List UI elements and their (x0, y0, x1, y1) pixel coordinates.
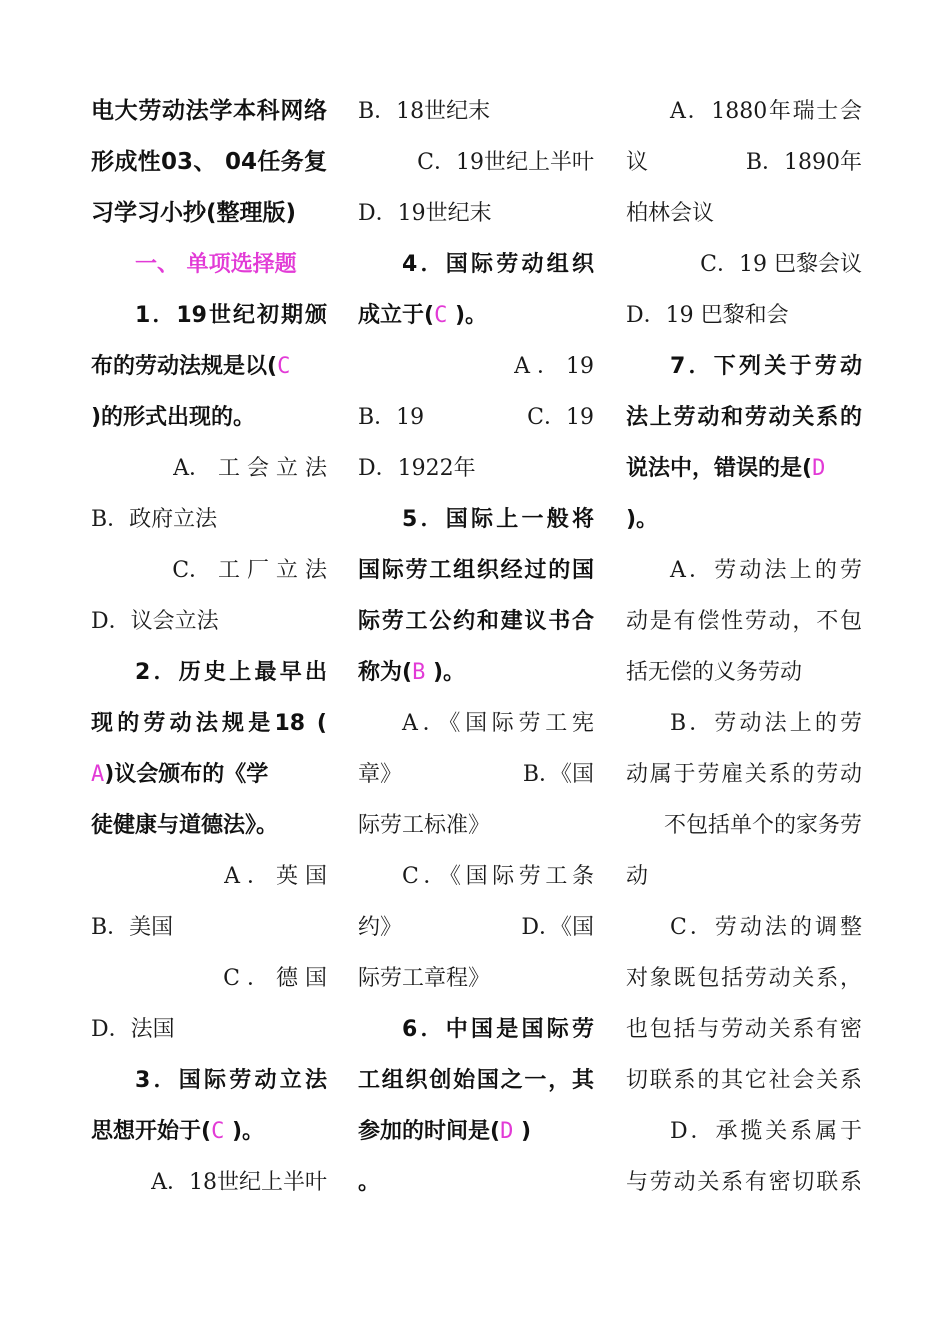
q6-option-a: A．1880年瑞士会 (670, 99, 862, 124)
q7-option-b-1: B．劳动法上的劳 (670, 711, 862, 736)
q2-option-a: A ． 英 国 (224, 864, 327, 889)
q1-answer: C (277, 354, 291, 379)
q5-option-cd: 约》 D．《国 (358, 915, 594, 940)
q3-option-b: B．18世纪末 (358, 99, 491, 124)
q7-option-c-3: 也包括与劳动关系有密 (626, 1017, 862, 1042)
q3-line-1: 3．国际劳动立法 (135, 1068, 327, 1093)
q5-option-c: C．《国际劳工条 (402, 864, 594, 889)
q5-line-1: 5．国际上一般将 (402, 507, 594, 532)
q3-line-2: 思想开始于(C )。 (91, 1119, 265, 1144)
q7-option-c-2: 对象既包括劳动关系， (626, 966, 862, 991)
q1-option-b: B．政府立法 (91, 507, 218, 532)
q2-answer: A (91, 762, 105, 787)
q1-option-c: C． 工 厂 立 法 (172, 558, 327, 583)
q4-option-d: D．1922年 (358, 456, 476, 481)
q1-option-d: D．议会立法 (91, 609, 219, 634)
q1-line-1: 1．19世纪初期颁 (135, 303, 327, 328)
q2-line-3: A)议会颁布的《学 (91, 762, 269, 787)
q7-line-1: 7．下列关于劳动 (670, 354, 862, 379)
q6-answer: D (500, 1119, 514, 1144)
doc-title-line-2: 形成性03、 04任务复 (91, 149, 327, 175)
doc-title-line-3: 习学习小抄(整理版) (91, 200, 297, 226)
q5-option-d-cont: 际劳工章程》 (358, 966, 491, 991)
q6-line-3: 参加的时间是(D ) (358, 1119, 532, 1144)
q7-option-b-4: 动 (626, 864, 649, 889)
q6-line-2: 工组织创始国之一，其 (358, 1068, 594, 1093)
q2-option-c: C ． 德 国 (223, 966, 327, 991)
q7-option-a-2: 动是有偿性劳动，不包 (626, 609, 862, 634)
q2-option-d: D．法国 (91, 1017, 175, 1042)
q2-line-2: 现的劳动法规是18 ( (91, 711, 327, 736)
doc-title-line-1: 电大劳动法学本科网络 (91, 98, 327, 124)
q7-answer: D (812, 456, 826, 481)
column-1 (91, 86, 327, 1208)
q5-line-2: 国际劳工组织经过的国 (358, 558, 594, 583)
q2-option-b: B．美国 (91, 915, 174, 940)
q6-line-1: 6．中国是国际劳 (402, 1017, 594, 1042)
q3-answer: C (211, 1119, 225, 1144)
q4-line-1: 4．国际劳动组织 (402, 252, 594, 277)
q7-option-a-3: 括无偿的义务劳动 (626, 660, 803, 685)
q7-line-4: )。 (626, 507, 659, 532)
q7-option-c-4: 切联系的其它社会关系 (626, 1068, 862, 1093)
q7-option-d-2: 与劳动关系有密切联系 (626, 1170, 862, 1195)
q1-line-2: 布的劳动法规是以(C (91, 354, 291, 379)
q2-line-1: 2．历史上最早出 (135, 660, 327, 685)
q4-option-a: A ． 19 (514, 354, 594, 379)
q7-option-a-1: A．劳动法上的劳 (670, 558, 862, 583)
q5-line-3: 际劳工公约和建议书合 (358, 609, 594, 634)
q4-answer: C (434, 303, 448, 328)
q6-line-4: 。 (358, 1170, 381, 1195)
q5-option-b-cont: 际劳工标准》 (358, 813, 491, 838)
q7-option-b-3: 不包括单个的家务劳 (663, 813, 862, 838)
q7-option-d-1: D．承揽关系属于 (670, 1119, 862, 1144)
q7-option-c-1: C．劳动法的调整 (670, 915, 862, 940)
q5-option-ab: 章》 B．《国 (358, 762, 594, 787)
q6-option-ab: 议 B．1890年 (626, 150, 862, 175)
q4-line-2: 成立于(C )。 (358, 303, 488, 328)
q1-line-3: )的形式出现的。 (91, 405, 256, 430)
q7-option-b-2: 动属于劳雇关系的劳动 (626, 762, 862, 787)
q3-option-c: C．19世纪上半叶 (417, 150, 594, 175)
q5-line-4: 称为(B )。 (358, 660, 466, 685)
q7-line-2: 法上劳动和劳动关系的 (626, 405, 862, 430)
q3-option-d: D．19世纪末 (358, 201, 492, 226)
q1-option-a: A． 工 会 立 法 (173, 456, 327, 481)
q5-option-a: A．《国际劳工宪 (402, 711, 594, 736)
section-heading: 一、 单项选择题 (135, 252, 297, 277)
q7-line-3: 说法中，错误的是(D (626, 456, 826, 481)
q6-option-c: C．19 巴黎会议 (700, 252, 862, 277)
column-2 (358, 86, 594, 1208)
q3-option-a: A．18世纪上半叶 (151, 1170, 327, 1195)
q2-line-4: 徒健康与道德法》。 (91, 813, 279, 838)
q5-answer: B (412, 660, 426, 685)
q6-option-d: D．19 巴黎和会 (626, 303, 789, 328)
q4-option-bc: B．19 C．19 (358, 405, 594, 430)
column-3 (626, 86, 862, 1208)
q6-option-b-cont: 柏林会议 (626, 201, 715, 226)
